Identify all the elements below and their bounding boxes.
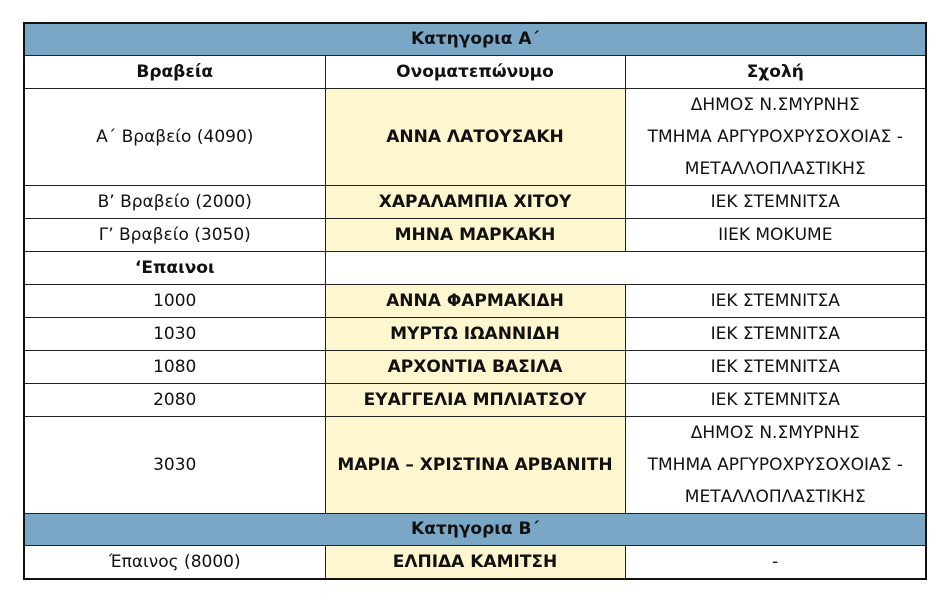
name-cell: ΜΥΡΤΩ ΙΩΑΝΝΙΔΗ	[325, 318, 625, 351]
school-line: ΔΗΜΟΣ Ν.ΣΜΥΡΝΗΣ	[690, 95, 860, 115]
table-row-third-prize	[24, 219, 926, 252]
school-cell: ΙΕΚ ΣΤΕΜΝΙΤΣΑ	[625, 186, 926, 219]
code-cell: 1030	[24, 318, 325, 351]
school-cell: ΙΕΚ ΣΤΕΜΝΙΤΣΑ	[625, 351, 926, 384]
school-cell: -	[625, 546, 926, 580]
category-b-title: Κατηγορια Β΄	[24, 514, 926, 546]
code-cell: 1000	[24, 285, 325, 318]
table-row-commendation	[24, 351, 926, 384]
table-row-commendation	[24, 318, 926, 351]
code-cell: 1080	[24, 351, 325, 384]
table-row-first-prize	[24, 89, 926, 186]
name-cell: ΑΝΝΑ ΛΑΤΟΥΣΑΚΗ	[325, 89, 625, 186]
name-cell: ΕΛΠΙΔΑ ΚΑΜΙΤΣΗ	[325, 546, 625, 580]
category-a-header-row	[24, 23, 926, 56]
awards-table	[23, 22, 927, 580]
column-header-awards: Βραβεία	[24, 56, 325, 89]
school-cell: ΙΕΚ ΣΤΕΜΝΙΤΣΑ	[625, 285, 926, 318]
school-cell	[625, 89, 926, 186]
code-cell: 3030	[24, 417, 325, 514]
school-line: ΜΕΤΑΛΛΟΠΛΑΣΤΙΚΗΣ	[684, 159, 866, 179]
table-row-commendation	[24, 384, 926, 417]
name-cell: ΜΑΡΙΑ – ΧΡΙΣΤΙΝΑ ΑΡΒΑΝΙΤΗ	[325, 417, 625, 514]
award-cell: Β’ Βραβείο (2000)	[24, 186, 325, 219]
school-line: ΔΗΜΟΣ Ν.ΣΜΥΡΝΗΣ	[690, 423, 860, 443]
school-cell: ΙΕΚ ΣΤΕΜΝΙΤΣΑ	[625, 318, 926, 351]
column-header-name: Ονοματεπώνυμο	[325, 56, 625, 89]
name-cell: ΑΝΝΑ ΦΑΡΜΑΚΙΔΗ	[325, 285, 625, 318]
name-cell: ΜΗΝΑ ΜΑΡΚΑΚΗ	[325, 219, 625, 252]
school-line: ΤΜΗΜΑ ΑΡΓΥΡΟΧΡΥΣΟΧΟΙΑΣ -	[647, 127, 903, 147]
commendations-label: ‘Επαινοι	[24, 252, 325, 285]
school-cell: ΙΙΕΚ ΜΟΚUΜΕ	[625, 219, 926, 252]
table-row-commendation	[24, 285, 926, 318]
table-row-second-prize	[24, 186, 926, 219]
award-cell: Γ’ Βραβείο (3050)	[24, 219, 325, 252]
school-line: ΤΜΗΜΑ ΑΡΓΥΡΟΧΡΥΣΟΧΟΙΑΣ -	[647, 455, 903, 475]
name-cell: ΑΡΧΟΝΤΙΑ ΒΑΣΙΛΑ	[325, 351, 625, 384]
column-header-row	[24, 56, 926, 89]
award-cell: Έπαινος (8000)	[24, 546, 325, 580]
commendations-label-row	[24, 252, 926, 285]
category-a-title: Κατηγορια Α΄	[24, 23, 926, 56]
school-cell: ΙΕΚ ΣΤΕΜΝΙΤΣΑ	[625, 384, 926, 417]
table-row-category-b	[24, 546, 926, 580]
award-cell: Α΄ Βραβείο (4090)	[24, 89, 325, 186]
table-row-commendation-last	[24, 417, 926, 514]
school-line: ΜΕΤΑΛΛΟΠΛΑΣΤΙΚΗΣ	[684, 487, 866, 507]
code-cell: 2080	[24, 384, 325, 417]
category-b-header-row	[24, 514, 926, 546]
empty-cell	[325, 252, 926, 285]
name-cell: ΧΑΡΑΛΑΜΠΙΑ ΧΙΤΟΥ	[325, 186, 625, 219]
school-cell	[625, 417, 926, 514]
column-header-school: Σχολή	[625, 56, 926, 89]
name-cell: ΕΥΑΓΓΕΛΙΑ ΜΠΛΙΑΤΣΟΥ	[325, 384, 625, 417]
